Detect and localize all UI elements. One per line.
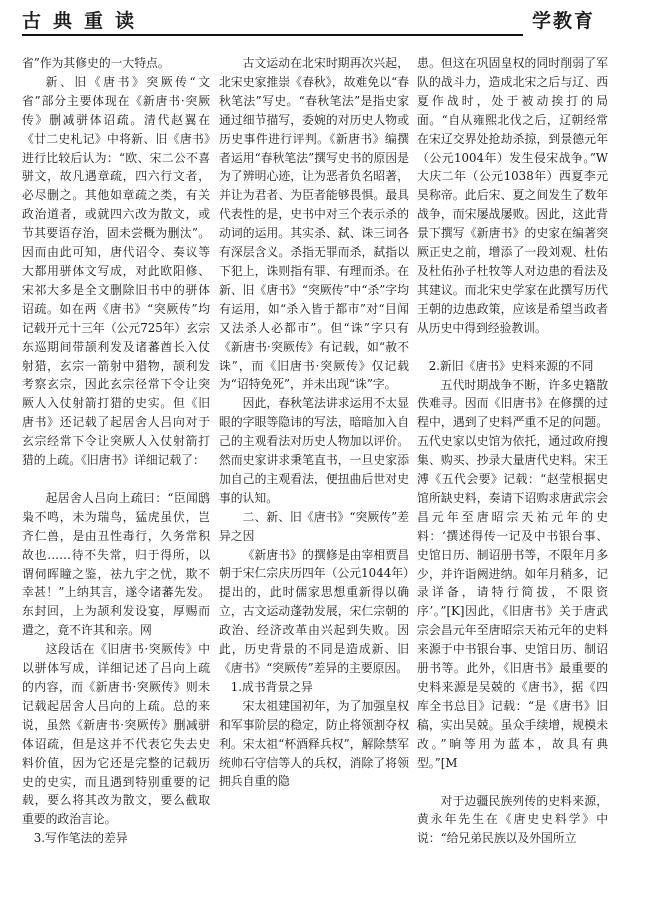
text-column-2 — [219, 54, 409, 910]
section-heading: 2.新旧《唐书》史料来源的不同 — [428, 358, 594, 373]
paragraph: 新、旧《唐书》突厥传“文省”部分主要体现在《新唐书·突厥传》删减骈体诏疏。清代赵翼在《廿二史札记》中将新、旧《唐书》进行比较后认为：“欧、宋二公不喜骈文，故凡遇章疏，四六行文者，必尽删之。其他如章疏之类，有关政治道者，或就四六改为散文，或节其要语存治，固未尝概为删汰”。因而由此可知，唐代诏令、奏议等大都用骈体文写成，对此欧阳修、宋祁大多是全文删除旧书中的骈体诏疏。如在两《唐书》“突厥传”均记载开元十三年（公元725年）玄宗东巡期间带颉利发及诸蕃酋长入仗射猎，玄宗一箭射中猎物，颉利发考察玄宗，因此玄宗径常下令让突厥人入仗射箭打猎的史实。但《旧唐书》还记载了起居舍人吕向对于玄宗经常下令让突厥人入仗射箭打猎的上疏。《旧唐书》详细记载了： — [22, 74, 210, 468]
paragraph: 这段话在《旧唐书·突厥传》中以骈体写成，详细记述了吕向上疏的内容，而《新唐书·突厥传》则未记载起居舍人吕向的上疏。总的来说，虽然《新唐书·突厥传》删减骈体诏疏，但是这并不代表它失去史料价值，因为它还是完整的记载历史的史实，而且遇到特别重要的记载，要么将其改为散文，要么截取重要的政治言论。 — [22, 642, 210, 827]
text-column-3 — [417, 54, 608, 910]
paragraph: 起居舍人吕向上疏曰：“臣闻鸱枭不鸣，未为瑞鸟，猛虎虽伏，岂齐仁兽，是由丑性毒行，久务常积故也……待不失常，归于得所，以谓伺晖瞳之鉴，祛九宇之忧，欺不幸甚！”上纳其言，遂令诸蕃先发。东封回，上为颉利发设宴，厚赐而遣之，竟不许其和亲。网 — [22, 490, 210, 638]
paragraph: 对于边疆民族列传的史料来源，黄永年先生在《唐史史料学》中说：“给兄弟民族以及外国所立 — [417, 793, 608, 846]
paragraph: 患。但这在巩固皇权的同时削弱了军队的战斗力，造成北宋之后与辽、西夏作战时，处于被动挨打的局面。“自从雍熙北伐之后，辽朝经常在宋辽交界处抢劫杀掠，到景德元年（公元1004年）发生侵宋战争。”W大庆二年（公元1038年）西夏李元昊称帝。此后宋、夏之间发生了数年战争，而宋屡战屡败。因此，这此背景下撰写《新唐书》的史家在编著突厥正史之前，增添了一段刘观、杜佑及杜佑孙子杜牧等人对边患的看法及其建议。而北宋史学家在此撰写历代王朝的边患政策，应该是希望当政者从历史中得到经验教训。 — [417, 56, 608, 335]
section-heading: 1.成书背景之异 — [230, 679, 313, 694]
column-title: 古典重读 — [22, 10, 147, 32]
magazine-name: 学教育 — [532, 10, 596, 32]
paragraph: 因此，春秋笔法讲求运用不太显眼的字眼等隐讳的写法，暗暗加入自己的主观看法对历史人物加以评价。然而史家讲求秉笔直书，一旦史家添加自己的主观看法，便扭曲后世对史事的认知。 — [219, 396, 409, 505]
paragraph: 宋太祖建国初年，为了加强皇权和军事阶层的稳定，防止将领割夺权利。宋太祖“杯酒释兵权”，解除禁军统帅石守信等人的兵权，消除了将领拥兵自重的隐 — [219, 698, 409, 789]
paragraph: 《新唐书》的撰修是由宰相贾昌朝于宋仁宗庆历四年（公元1044年）提出的，此时儒家思想重新得以确立，古文运动蓬勃发展，宋仁宗朝的政治、经济改革由兴起到失败。因此，历史背景的不同是造成新、旧《唐书》“突厥传”差异的主要原因。 — [219, 547, 409, 675]
section-heading: 3.写作笔法的差异 — [33, 831, 128, 846]
paragraph: 古文运动在北宋时期再次兴起，北宋史家推崇《春秋》，故难免以“春秋笔法”写史。“春秋笔法”是指史家通过细节描写，委婉的对历史人物或历史事件进行评判。《新唐书》编撰者运用“春秋笔法”撰写史书的原因是为了辨明心迹，让为恶者负名昭著，并让为君者、为臣者能够畏惧。最具代表性的是，史书中对三个表示杀的动词的运用。其实杀、弑、诛三词各有深层含义。杀指无罪而杀，弑指以下犯上，诛则指有罪、有理而杀。在新、旧《唐书》“突厥传”中“杀”字均有运用，如“杀入皆于都市”对“目闻又法杀人必都市”。但“诛”字只有《新唐书·突厥传》有记载，如“赦不诛”，而《旧唐书·突厥传》仅记载为“诏特免死”，并未出现“诛”字。 — [219, 56, 409, 392]
header-rule — [22, 34, 523, 36]
paragraph: 五代时期战争不断，许多史籍散佚难寻。因而《旧唐书》在修撰的过程中，遇到了史料严重不足的问题。五代史家以史馆为依托，通过政府搜集、购买、抄录大量唐代史料。宋王溥《五代会要》记载：“赵莹根据史馆所缺史料，奏请下诏购求唐武宗会昌元年至唐昭宗天祐元年的史料：‘撰述得传一记及中书银台事、史馆日历、制诏册书等，不限年月多少，并许诣阙进纳。如年月稍多，记录详备，请特行简拔，不限资序’。”[K]因此，《旧唐书》关于唐武宗会昌元年至唐昭宗天祐元年的史料来源于中书银台事、史馆日历、制诏册书等。此外，《旧唐书》最重要的史料来源是吴兢的《唐书》，据《四库全书总目》记载：“是《唐书》旧稿，实出吴兢。虽众手续增，规模未改。”晌等用为蓝本，故具有典型。”[M — [417, 377, 608, 770]
paragraph: 省”作为其修史的一大特点。 — [22, 56, 170, 70]
section-heading: 二、新、旧《唐书》“突厥传”差异之因 — [219, 509, 409, 543]
text-column-1 — [22, 54, 210, 910]
